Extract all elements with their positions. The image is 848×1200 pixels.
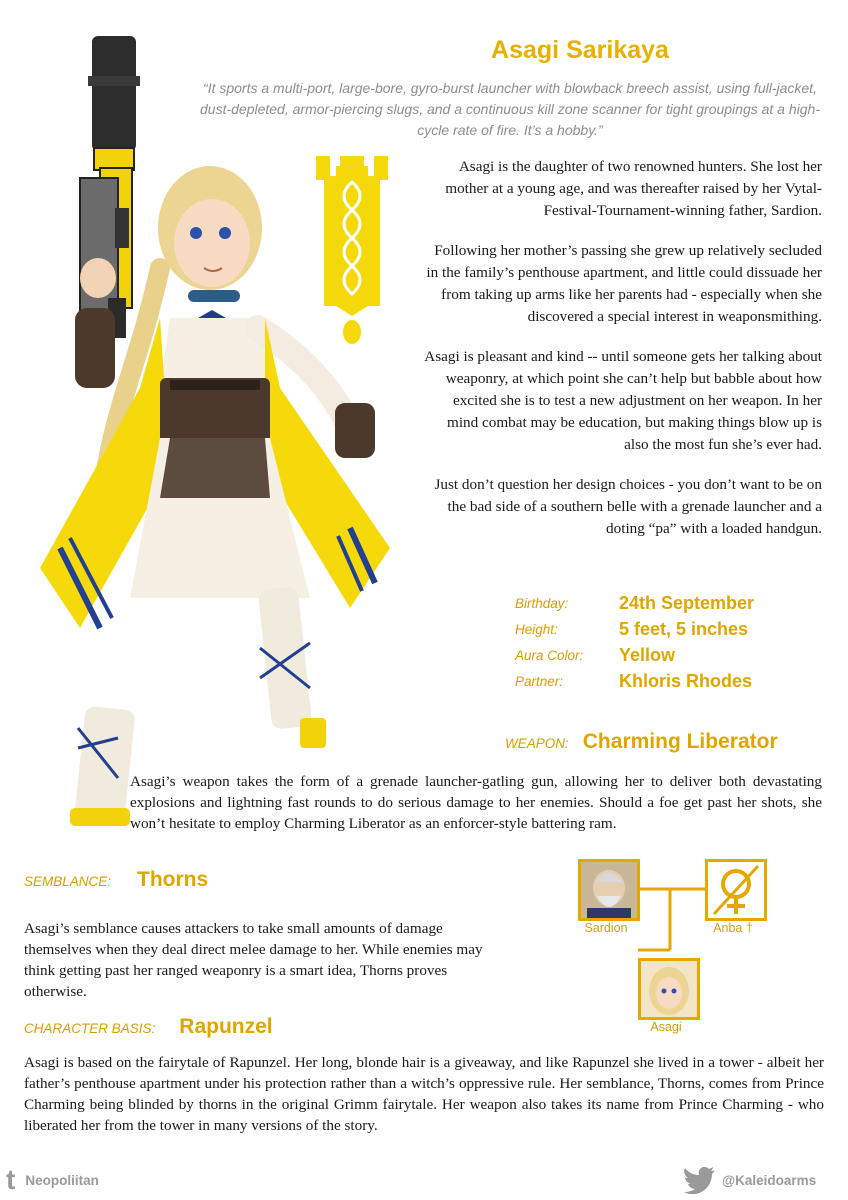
child-name: Asagi [650, 1020, 682, 1034]
anba-portrait [705, 859, 767, 921]
stat-value: 24th September [619, 592, 755, 613]
character-name: Asagi Sarikaya [491, 36, 669, 64]
twitter-bird-icon [682, 1166, 716, 1194]
bio-paragraph: Just don’t question her design choices - you don’t want to be on the bad side of a southern belle with a grenade launcher and a doting “pa” with a loaded handgun. [434, 476, 822, 537]
basis-description: Asagi is based on the fairytale of Rapunzel. Her long, blonde hair is a giveaway, and like Rapunzel she lived in a tower - albeit her father’s penthouse apartment under his protection rather than a witch’s oppressive rule. Her semblance, Thorns, comes from Prince Charming being blinded by thorns in the original Grimm fairytale. Her weapon also takes its name from Prince Charming - who liberated her from the tower in many versions of the story. [24, 1054, 824, 1134]
weapon-quote: “It sports a multi-port, large-bore, gyro-burst launcher with blowback breech assist, using full-jacket, dust-depleted, armor-piercing slugs, and a continuous kill zone scanner for tight groupings at a high-cycle rate of fire. It’s a hobby.” [200, 80, 820, 138]
bio-paragraph: Asagi is the daughter of two renowned hunters. She lost her mother at a young age, and was thereafter raised by her Vytal-Festival-Tournament-winning father, Sardion. [445, 158, 822, 219]
semblance-heading [24, 868, 208, 892]
tower-emblem-icon [316, 156, 388, 346]
stat-label: Partner: [515, 673, 564, 689]
father-name: Sardion [584, 921, 628, 935]
biography [420, 156, 822, 558]
footer-left [6, 1164, 99, 1196]
asagi-portrait-icon [641, 961, 697, 1017]
sardion-portrait [578, 859, 640, 921]
footer-twitter-handle: @Kaleidoarms [722, 1172, 817, 1188]
stat-row-aura-color [515, 642, 835, 668]
footer-artist-handle: Neopoliitan [25, 1172, 99, 1188]
stat-row-birthday [515, 590, 835, 616]
mother-name: Anba † [713, 921, 753, 935]
stat-label: Aura Color: [515, 647, 584, 663]
family-tree [560, 855, 760, 1045]
basis-label: CHARACTER BASIS: [24, 1021, 156, 1036]
semblance-description: Asagi’s semblance causes attackers to take small amounts of damage themselves when they deal direct melee damage to her. While enemies may think getting past her ranged weaponry is a smart idea, Thorns proves otherwise. [24, 920, 483, 1000]
semblance-name: Thorns [137, 868, 209, 891]
sardion-portrait-icon [581, 862, 637, 918]
basis-heading [24, 1015, 273, 1039]
stat-row-partner [515, 668, 835, 694]
stat-label: Birthday: [515, 595, 569, 611]
weapon-name: Charming Liberator [582, 730, 778, 753]
weapon-label: WEAPON: [505, 736, 569, 751]
asagi-portrait [638, 958, 700, 1020]
semblance-label: SEMBLANCE: [24, 874, 112, 889]
female-deceased-icon [708, 862, 764, 918]
footer-right [682, 1166, 816, 1194]
stat-value: 5 feet, 5 inches [619, 618, 749, 639]
bio-paragraph: Following her mother’s passing she grew up relatively secluded in the family’s penthouse apartment, and little could dissuade her from taking up arms like her parents had - especially when she discovered a special interest in weaponsmithing. [426, 242, 822, 325]
weapon-heading [505, 730, 825, 754]
stat-label: Height: [515, 621, 558, 637]
bio-paragraph: Asagi is pleasant and kind -- until someone gets her talking about weaponry, at which point she can’t help but babble about how excited she is to test a new adjustment on her weapon. In her mind combat may be education, but making things blow up is also the most fun she’s ever had. [424, 348, 822, 453]
basis-name: Rapunzel [179, 1015, 273, 1038]
character-illustration [20, 28, 420, 858]
stat-value: Yellow [619, 644, 676, 665]
stats-table [515, 590, 835, 694]
stat-value: Khloris Rhodes [619, 670, 753, 691]
weapon-description: Asagi’s weapon takes the form of a grenade launcher-gatling gun, allowing her to deliver both devastating explosions and lightning fast rounds to do serious damage to her enemies. Should a foe get past her shots, she won’t hesitate to employ Charming Liberator as an enforcer-style battering ram. [130, 773, 822, 832]
stat-row-height [515, 616, 835, 642]
tumblr-icon: t [6, 1164, 16, 1195]
